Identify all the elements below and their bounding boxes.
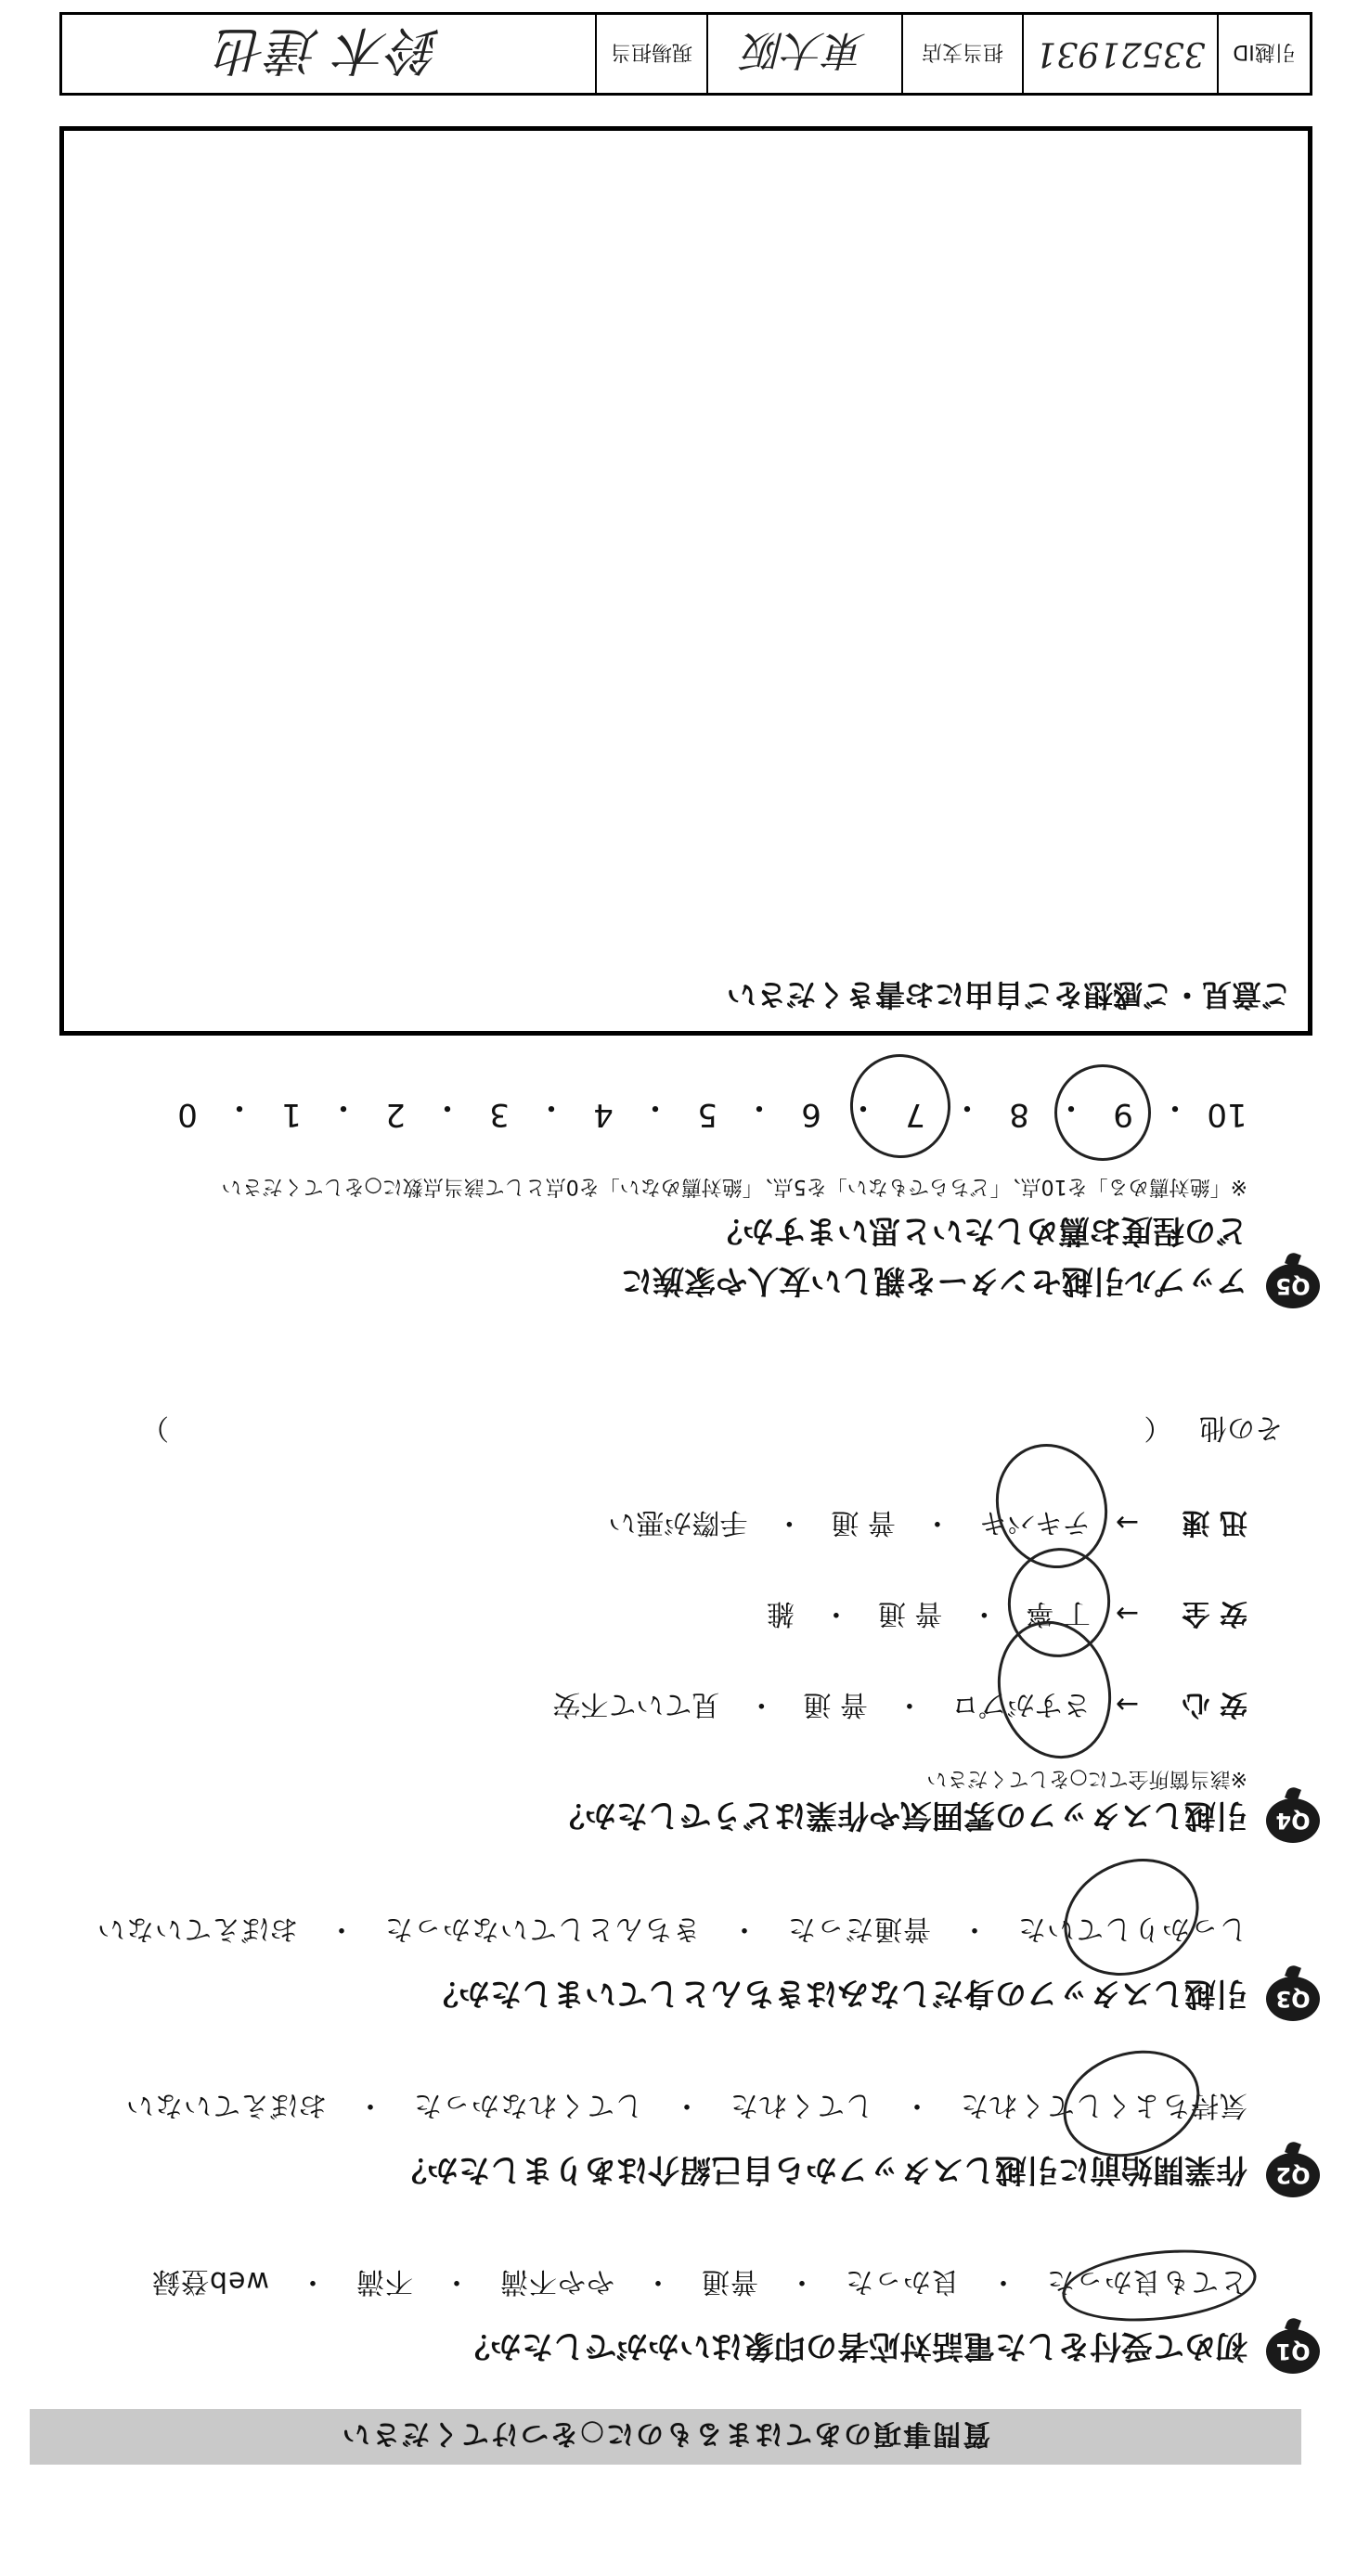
q4-row-options[interactable]: テキパキ ・ 普 通 ・ 手際が悪い bbox=[608, 1506, 1091, 1539]
q1-badge: Q1 bbox=[1266, 2329, 1320, 2374]
staff-value: 鈴木 達也 bbox=[216, 19, 441, 80]
score-7[interactable]: 7 bbox=[905, 1096, 925, 1133]
comment-box[interactable] bbox=[59, 126, 1312, 1036]
q4-row-label: 迅 速 bbox=[1182, 1506, 1247, 1539]
q4-question: 引越しスタッフの雰囲気や作業はどうでしたか？ bbox=[553, 1797, 1247, 1834]
q2-options[interactable]: 気持ちよくしてくれた ・ してくれた ・ してくれなかった ・ おぼえていない bbox=[125, 2089, 1247, 2121]
q5-question-line1: アップル引越センターを親しい友人や家族に bbox=[621, 1262, 1247, 1299]
score-4[interactable]: 4 bbox=[593, 1096, 614, 1133]
q5-question-line2: どの程度お薦めしたいと思いますか？ bbox=[711, 1212, 1247, 1249]
q5-score-9-circle bbox=[1054, 1064, 1151, 1161]
score-5[interactable]: 5 bbox=[697, 1096, 717, 1133]
q3-options[interactable]: しっかりしていた ・ 普通だった ・ きちんとしていなかった ・ おぼえていない bbox=[97, 1913, 1247, 1945]
q4-row-jinsoku bbox=[608, 1505, 1247, 1546]
q3-badge: Q3 bbox=[1266, 1977, 1320, 2021]
score-0[interactable]: 0 bbox=[177, 1096, 198, 1133]
q4-row-options[interactable]: 丁 寧 ・ 普 通 ・ 雑 bbox=[766, 1597, 1091, 1629]
branch-value: 東大阪 bbox=[706, 15, 901, 93]
q4-note: ※該当箇所全てに○をしてください bbox=[926, 1767, 1247, 1790]
id-table bbox=[59, 12, 1312, 96]
comment-title: ご意見・ご感想をご自由にお書きください bbox=[726, 977, 1291, 1012]
q4-other-close: ） bbox=[141, 1411, 169, 1444]
q2-badge: Q2 bbox=[1266, 2153, 1320, 2197]
q5-badge: Q5 bbox=[1266, 1264, 1320, 1308]
question-5 bbox=[37, 1141, 1320, 1308]
score-10[interactable]: 10 bbox=[1207, 1096, 1247, 1133]
q1-options[interactable]: とても良かった ・ 良かった ・ 普通 ・ やや不満 ・ 不満 ・ web登録 bbox=[150, 2265, 1247, 2298]
score-8[interactable]: 8 bbox=[1009, 1096, 1029, 1133]
arrow-right-icon: → bbox=[1115, 1688, 1140, 1720]
q4-row-options[interactable]: さすがプロ ・ 普 通 ・ 見ていて不安 bbox=[552, 1688, 1091, 1720]
id-value: 33521931 bbox=[1022, 15, 1217, 93]
q4-row-label: 安 心 bbox=[1182, 1688, 1247, 1720]
branch-label: 担当支店 bbox=[901, 15, 1022, 93]
q1-question: 初めて受付をした電話対応者の印象はいかがでしたか？ bbox=[459, 2327, 1247, 2364]
q5-note: ※「絶対薦める」を10点、「どちらでもない」を5点、「絶対薦めない」を0点として該当点数に○をしてください bbox=[221, 1175, 1247, 1198]
q3-question: 引越しスタッフの身だしなみはきちんとしていましたか？ bbox=[427, 1975, 1247, 2012]
score-3[interactable]: 3 bbox=[489, 1096, 510, 1133]
score-2[interactable]: 2 bbox=[385, 1096, 406, 1133]
q5-score-scale: 10 ・ 9 ・ 8 ・ 7 ・ 6 ・ 5 ・ 4 ・ 3 ・ 2 ・ 1 ・ 0 bbox=[160, 1088, 1255, 1133]
staff-label: 現場担当 bbox=[595, 15, 706, 93]
score-1[interactable]: 1 bbox=[281, 1096, 302, 1133]
instruction-banner bbox=[30, 2409, 1301, 2465]
q4-row-anshin bbox=[552, 1687, 1247, 1728]
q4-other bbox=[95, 1410, 1283, 1451]
score-6[interactable]: 6 bbox=[801, 1096, 821, 1133]
id-label: 引越ID bbox=[1217, 15, 1310, 93]
instruction-text: 質問事項のあてはまるものに○をつけてください bbox=[340, 2417, 991, 2450]
q4-badge: Q4 bbox=[1266, 1798, 1320, 1843]
score-9[interactable]: 9 bbox=[1113, 1096, 1133, 1133]
q4-row-label: 安 全 bbox=[1182, 1597, 1247, 1629]
q2-question: 作業開始前に引越しスタッフから自己紹介はありましたか？ bbox=[395, 2151, 1247, 2188]
q4-other-open: （ bbox=[1144, 1411, 1172, 1444]
arrow-right-icon: → bbox=[1115, 1506, 1140, 1539]
q4-other-label: その他 bbox=[1199, 1411, 1283, 1444]
arrow-right-icon: → bbox=[1115, 1597, 1140, 1629]
